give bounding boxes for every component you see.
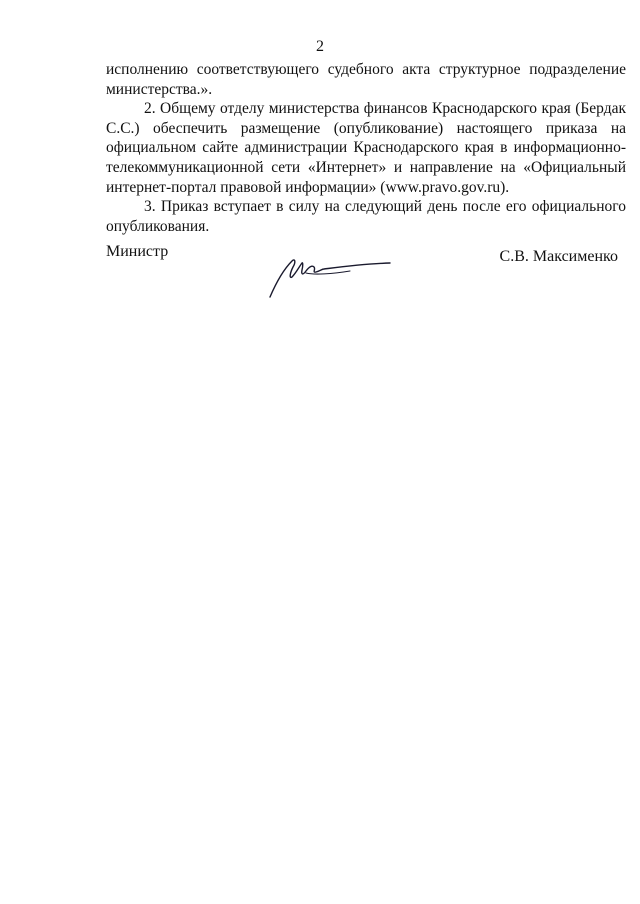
page-number: 2 [316, 38, 324, 55]
document-body [106, 60, 626, 236]
handwritten-signature [262, 247, 402, 307]
signatory-title: Министр [106, 243, 169, 260]
paragraph-item-2: 2. Общему отделу министерства финансов Краснодарского края (Бердак С.С.) обеспечить размещение (опубликование) настоящего приказа на официальном сайте администрации Краснодарского края в информационно-телекоммуникационной сети «Интернет» и направление на «Официальный интернет-портал правовой информации» (www.pravo.gov.ru). [106, 100, 626, 196]
paragraph-item-3: 3. Приказ вступает в силу на следующий день после его официального опубликования. [106, 198, 626, 235]
signatory-name: С.В. Максименко [499, 248, 618, 265]
paragraph-continuation: исполнению соответствующего судебного акта структурное подразделение министерства.». [106, 61, 626, 98]
